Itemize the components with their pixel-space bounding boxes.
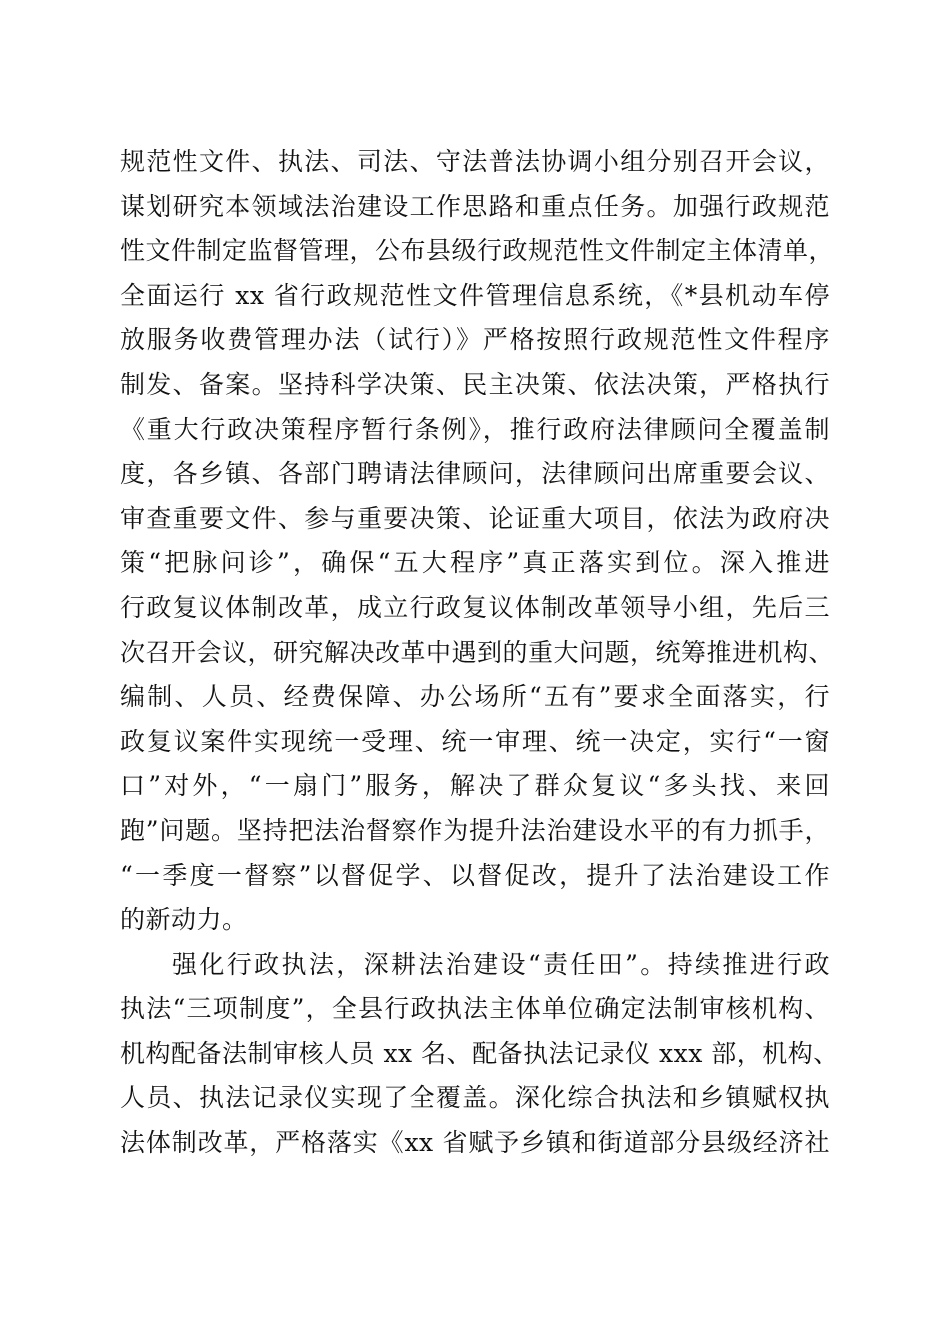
paragraph-line: 次召开会议，研究解决改革中遇到的重大问题，统筹推进机构、 xyxy=(120,637,835,667)
paragraph-line: 政复议案件实现统一受理、统一审理、统一决定，实行“一窗 xyxy=(120,726,830,756)
paragraph-line: 《重大行政决策程序暂行条例》，推行政府法律顾问全覆盖制 xyxy=(120,414,830,444)
paragraph-line: 性文件制定监督管理，公布县级行政规范性文件制定主体清单， xyxy=(120,236,835,266)
paragraph-line: 的新动力。 xyxy=(120,905,248,935)
paragraph-line: 放服务收费管理办法（试行）》严格按照行政规范性文件程序 xyxy=(120,325,830,355)
paragraph-1 xyxy=(120,140,835,943)
paragraph-line: 执法“三项制度”，全县行政执法主体单位确定法制审核机构、 xyxy=(120,994,830,1024)
paragraph-line: 度，各乡镇、各部门聘请法律顾问，法律顾问出席重要会议、 xyxy=(120,459,830,489)
paragraph-line: 法体制改革，严格落实《xx 省赋予乡镇和街道部分县级经济社 xyxy=(120,1128,830,1158)
document-body xyxy=(120,140,839,1166)
paragraph-line: 规范性文件、执法、司法、守法普法协调小组分别召开会议， xyxy=(120,147,830,176)
paragraph-line: 口”对外，“一扇门”服务，解决了群众复议“多头找、来回 xyxy=(120,771,830,801)
paragraph-line: 行政复议体制改革，成立行政复议体制改革领导小组，先后三 xyxy=(120,592,830,622)
paragraph-line: “一季度一督察”以督促学、以督促改，提升了法治建设工作 xyxy=(120,860,830,890)
paragraph-line: 全面运行 xx 省行政规范性文件管理信息系统，《*县机动车停 xyxy=(120,280,830,310)
paragraph-2 xyxy=(120,943,839,1166)
paragraph-line: 强化行政执法，深耕法治建设“责任田”。持续推进行政 xyxy=(172,949,830,979)
paragraph-line: 审查重要文件、参与重要决策、论证重大项目，依法为政府决 xyxy=(120,503,830,533)
paragraph-line: 人员、执法记录仪实现了全覆盖。深化综合执法和乡镇赋权执 xyxy=(120,1083,830,1113)
paragraph-line: 策“把脉问诊”，确保“五大程序”真正落实到位。深入推进 xyxy=(120,548,830,578)
paragraph-line: 制发、备案。坚持科学决策、民主决策、依法决策，严格执行 xyxy=(120,369,830,399)
paragraph-line: 跑”问题。坚持把法治督察作为提升法治建设水平的有力抓手， xyxy=(120,815,830,845)
paragraph-line: 谋划研究本领域法治建设工作思路和重点任务。加强行政规范 xyxy=(120,191,830,221)
paragraph-line: 编制、人员、经费保障、办公场所“五有”要求全面落实，行 xyxy=(120,682,830,712)
paragraph-line: 机构配备法制审核人员 xx 名、配备执法记录仪 xxx 部，机构、 xyxy=(120,1038,839,1068)
